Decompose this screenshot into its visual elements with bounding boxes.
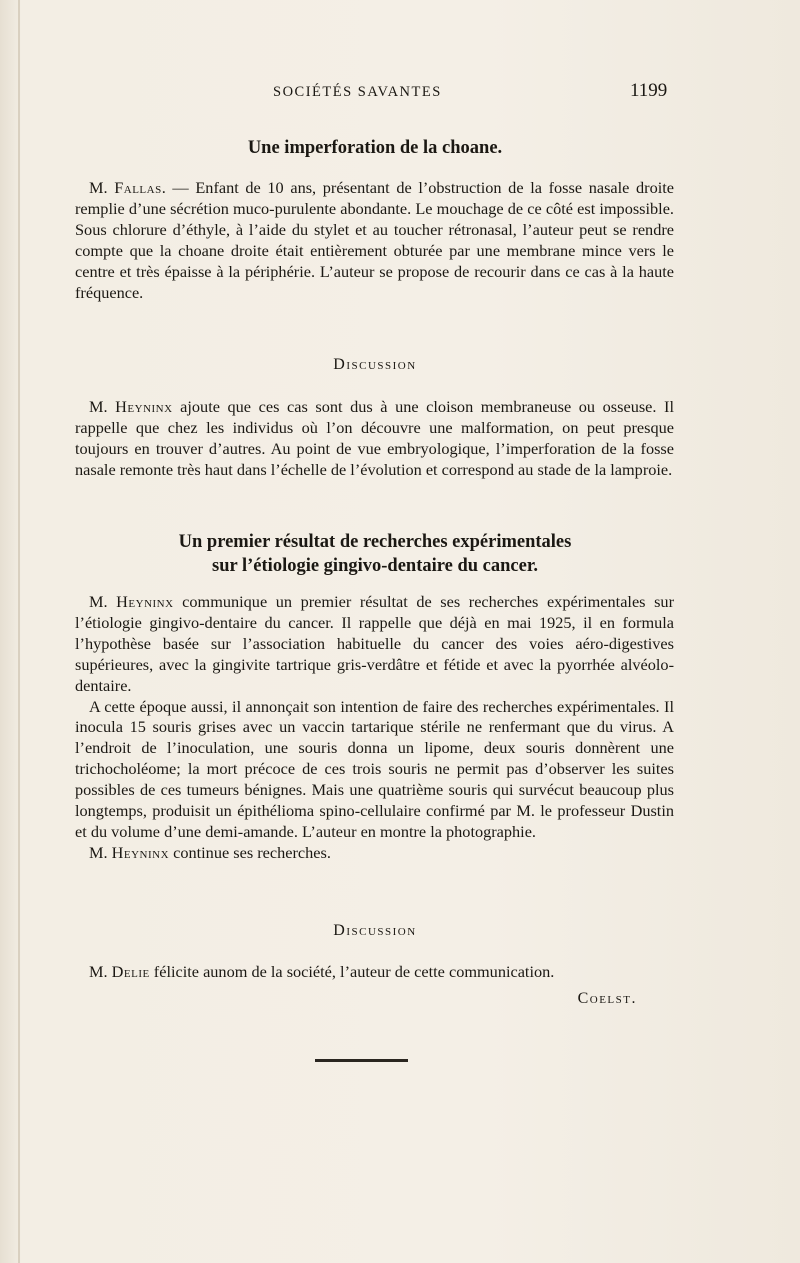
discussion2-body [75,962,674,983]
section2-paragraph-2: A cette époque aussi, il annonçait son intention de faire des recherches expérimentales. Il inocula 15 souris grises avec un vaccin tartarique stérile ne renfermant que du virus. A l’endroit de l’inoculation, une souris donna un lipome, deux souris donnèrent une trichocholéome; la mort précoce de ces trois souris ne permit pas d’observer les suites possibles de ces tumeurs bénignes. Mais une quatrième souris qui survécut beaucoup plus longtemps, produisit un épithélioma spino-cellulaire confirmé par M. le professeur Dustin et du volume d’une demi-amande. L’auteur en montre la photographie. [75,696,674,841]
running-title: SOCIÉTÉS SAVANTES [273,84,442,100]
discussion-heading: Discussion [333,922,417,939]
section2-paragraph-1 [75,592,674,697]
signature: Coelst. [577,990,637,1007]
author-name: Delie [111,962,150,981]
section-title-cancer-research [75,530,675,578]
author-prefix: M. [89,962,108,981]
author-prefix: M. [89,178,108,197]
paragraph-text: félicite aunom de la société, l’auteur de cette communication. [149,962,555,981]
end-rule [315,1059,408,1062]
author-prefix: M. [89,592,108,611]
section2-paragraph-3 [75,843,674,864]
discussion-heading: Discussion [333,356,417,373]
page-number: 1199 [630,80,668,101]
section-title-line: sur l’étiologie gingivo-dentaire du cancer. [212,556,538,576]
page-header [0,80,800,108]
section1-paragraph [75,178,674,303]
author-name: Heyninx [115,397,173,416]
discussion1-body [75,397,674,481]
author-prefix: M. [89,842,108,862]
author-name: Heyninx [111,842,170,862]
discussion2-paragraph [75,962,674,983]
section1-body [75,178,674,303]
section2-body [75,592,674,864]
page-edge-shadow [18,0,20,1263]
author-prefix: M. [89,397,108,416]
paragraph-text: ajoute que ces cas sont dus à une cloison membraneuse ou osseuse. Il rappelle que chez les individus où l’on découvre une malformation, on peut presque toujours en trouver d’autres. Au point de vue embryologique, l’imperforation de la fosse nasale remonte très haut dans l’échelle de l’évolution et correspond au stade de la lamproie. [75,397,674,479]
author-name: Heyninx [116,592,174,611]
paragraph-text: continue ses recherches. [169,842,331,862]
section-title-line: Un premier résultat de recherches expérimentales [178,532,572,552]
author-name: Fallas [114,178,162,197]
paragraph-text: communique un premier résultat de ses recherches expérimentales sur l’étiologie gingivo-dentaire du cancer. Il rappelle que déjà en mai 1925, il en formula l’hypothèse basée sur l’association habituelle du cancer des voies aéro-digestives supérieures, avec la gingivite tartrique gris-verdâtre et fétide et avec la pyorrhée alvéolo-dentaire. [75,592,674,695]
section-title-imperforation: Une imperforation de la choane. [247,138,503,158]
paragraph-text: . — Enfant de 10 ans, présentant de l’obstruction de la fosse nasale droite remplie d’une sécrétion muco-purulente abondante. Le mouchage de ce côté est impossible. Sous chlorure d’éthyle, à l’aide du stylet et au toucher rétronasal, l’auteur peut se rendre compte que la choane droite était entièrement obturée par une membrane mince vers le centre et très épaisse à la périphérie. L’auteur se propose de recourir dans ce cas à la haute fréquence. [75,178,674,302]
discussion1-paragraph [75,397,674,481]
